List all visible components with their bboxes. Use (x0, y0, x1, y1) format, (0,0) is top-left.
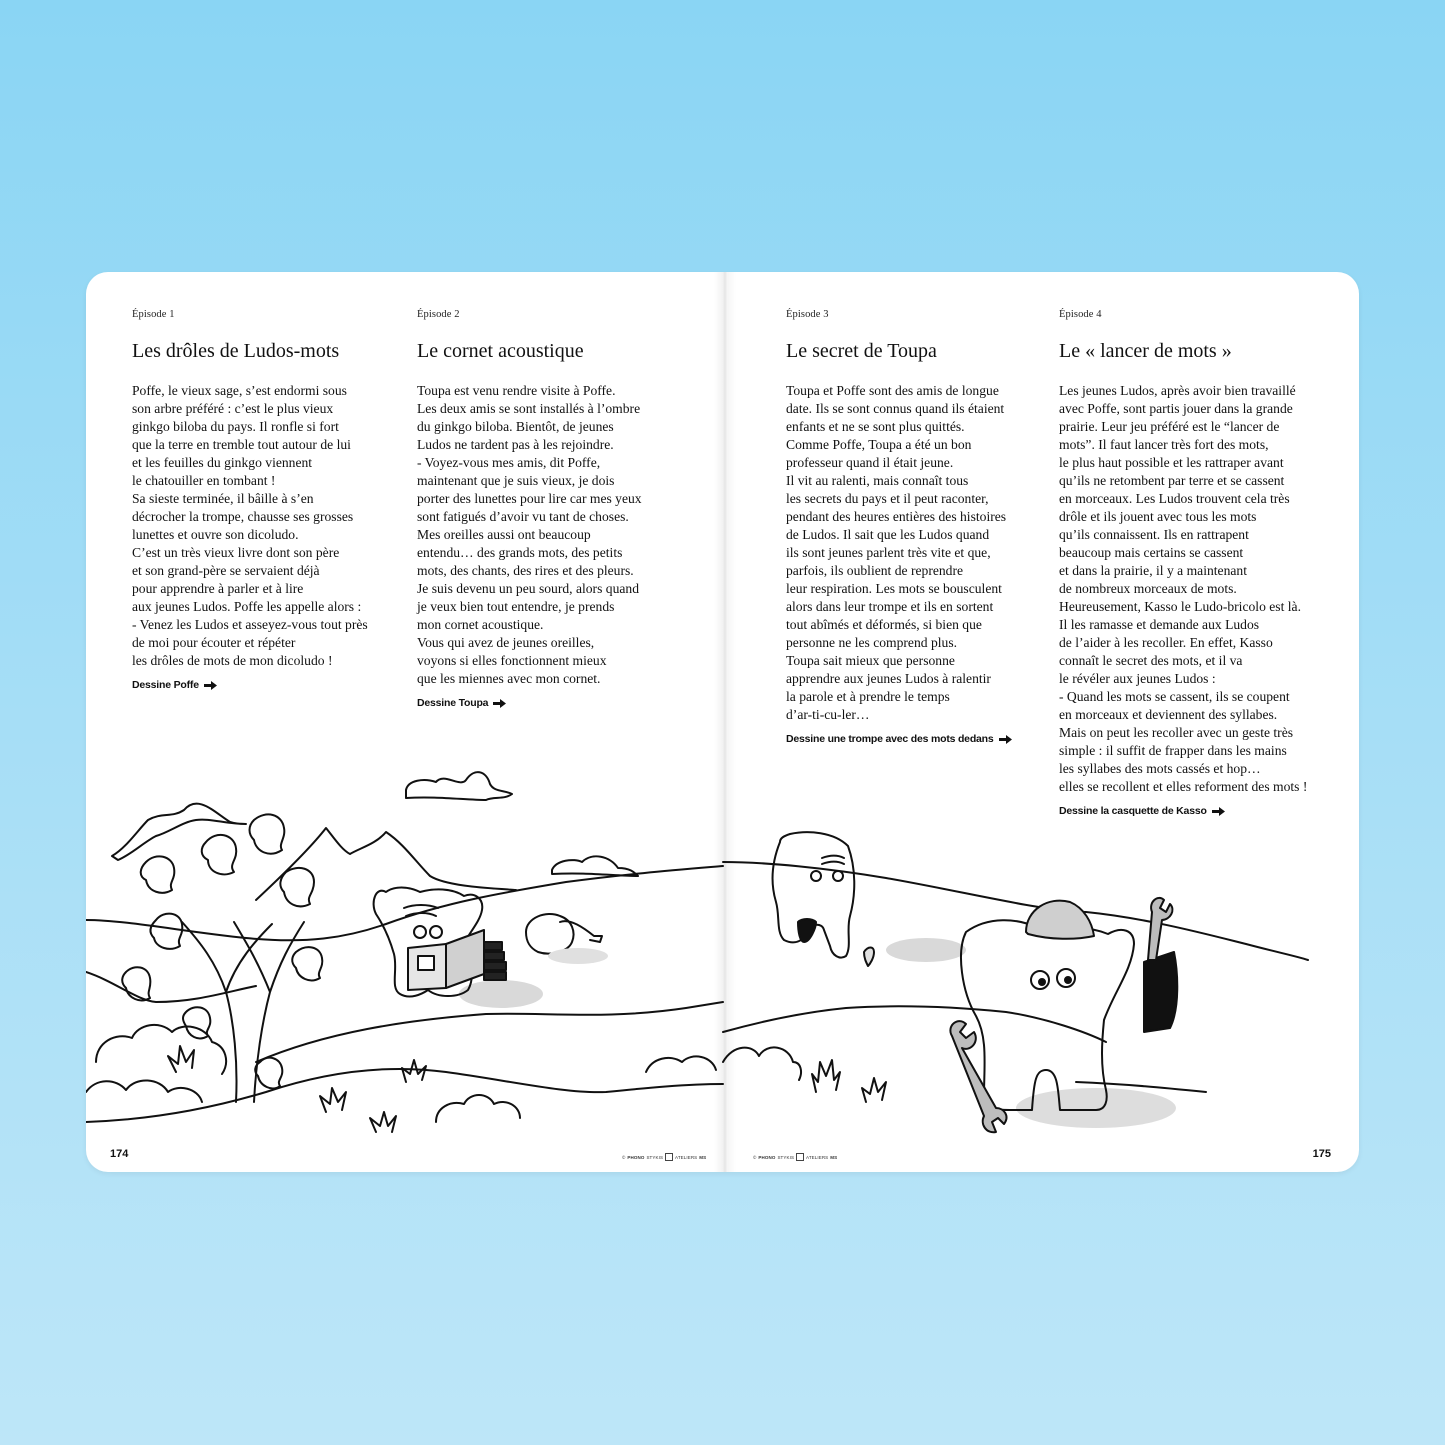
body-line: ils sont jeunes parlent très vite et que, (786, 545, 991, 560)
body-line: le plus haut possible et les rattraper avant (1059, 455, 1284, 470)
body-line: parfois, ils oublient de reprendre (786, 563, 964, 578)
arrow-right-icon (999, 735, 1012, 744)
body-line: Il vit au ralenti, mais connaît tous (786, 473, 969, 488)
body-line: elles se recollent et elles reforment des mots ! (1059, 779, 1308, 794)
body-line: pour apprendre à parler et à lire (132, 581, 304, 596)
episode-label: Épisode 4 (1059, 309, 1102, 320)
dessine-trompe-link[interactable] (786, 733, 1012, 745)
page-175 (723, 272, 1359, 1172)
copyright-symbol: © (622, 1154, 626, 1160)
episode-label: Épisode 2 (417, 309, 460, 320)
body-line: Heureusement, Kasso le Ludo-bricolo est là. (1059, 599, 1301, 614)
episode-label: Épisode 1 (132, 309, 175, 320)
dessine-poffe-link[interactable] (132, 679, 217, 691)
body-line: Toupa est venu rendre visite à Poffe. (417, 383, 616, 398)
body-line: que les miennes avec mon cornet. (417, 671, 601, 686)
body-line: leur respiration. Les mots se bousculent (786, 581, 1002, 596)
publisher-credit (622, 1153, 706, 1161)
episode-body (1059, 382, 1307, 796)
studio-suffix: MS (830, 1154, 838, 1160)
body-line: maintenant que je suis vieux, je dois (417, 473, 615, 488)
body-line: de l’aider à les recoller. En effet, Kasso (1059, 635, 1273, 650)
body-line: de Ludos. Il sait que les Ludos quand (786, 527, 990, 542)
page-number: 175 (1312, 1148, 1331, 1160)
body-line: personne ne les comprend plus. (786, 635, 958, 650)
body-line: d’ar-ti-cu-ler… (786, 707, 870, 722)
body-line: en morceaux. Les Ludos trouvent cela très (1059, 491, 1290, 506)
episode-2 (417, 308, 642, 711)
page-number: 174 (110, 1148, 129, 1160)
studio-name: ATELIERS (806, 1154, 829, 1160)
body-line: Mais on peut les recoller avec un geste très (1059, 725, 1294, 740)
body-line: mon cornet acoustique. (417, 617, 544, 632)
cta-label: Dessine la casquette de Kasso (1059, 805, 1207, 817)
body-line: du ginkgo biloba. Bientôt, de jeunes (417, 419, 614, 434)
body-line: je veux bien tout entendre, je prends (417, 599, 615, 614)
arrow-right-icon (493, 699, 506, 708)
copyright-symbol: © (753, 1154, 757, 1160)
cta-label: Dessine Poffe (132, 679, 199, 691)
body-line: aux jeunes Ludos. Poffe les appelle alors : (132, 599, 362, 614)
publisher-credit (753, 1153, 837, 1161)
body-line: Les jeunes Ludos, après avoir bien travaillé (1059, 383, 1296, 398)
body-line: connaît le secret des mots, et il va (1059, 653, 1243, 668)
body-line: - Quand les mots se cassent, ils se coupent (1059, 689, 1290, 704)
dessine-casquette-link[interactable] (1059, 805, 1225, 817)
body-line: Je suis devenu un peu sourd, alors quand (417, 581, 639, 596)
body-line: de nombreux morceaux de mots. (1059, 581, 1237, 596)
episode-body (132, 382, 368, 670)
body-line: mots, des chants, des rires et des pleurs. (417, 563, 634, 578)
body-line: de moi pour écouter et répéter (132, 635, 296, 650)
body-line: - Venez les Ludos et asseyez-vous tout près (132, 617, 368, 632)
body-line: les syllabes des mots cassés et hop… (1059, 761, 1261, 776)
arrow-right-icon (1212, 807, 1225, 816)
body-line: Il les ramasse et demande aux Ludos (1059, 617, 1260, 632)
body-line: la parole et à prendre le temps (786, 689, 950, 704)
episode-title: Le secret de Toupa (786, 340, 937, 362)
episode-title: Le cornet acoustique (417, 340, 584, 362)
body-line: tout abîmés et déformés, si bien que (786, 617, 982, 632)
body-line: qu’ils connaissent. Ils en rattrapent (1059, 527, 1249, 542)
body-line: Toupa sait mieux que personne (786, 653, 955, 668)
page-174 (86, 272, 723, 1172)
body-line: et dans la prairie, il y a maintenant (1059, 563, 1247, 578)
body-line: qu’ils ne retombent par terre et se cassent (1059, 473, 1285, 488)
body-line: Toupa et Poffe sont des amis de longue (786, 383, 999, 398)
body-line: mots”. Il faut lancer très fort des mots, (1059, 437, 1269, 452)
body-line: décrocher la trompe, chausse ses grosses (132, 509, 354, 524)
cta-label: Dessine Toupa (417, 697, 489, 709)
body-line: que la terre en tremble tout autour de lui (132, 437, 351, 452)
body-line: beaucoup mais certains se cassent (1059, 545, 1244, 560)
body-line: et son grand-père se servaient déjà (132, 563, 320, 578)
body-line: Les deux amis se sont installés à l’ombre (417, 401, 641, 416)
body-line: entendu… des grands mots, des petits (417, 545, 623, 560)
body-line: apprendre aux jeunes Ludos à ralentir (786, 671, 991, 686)
body-line: simple : il suffit de frapper dans les mains (1059, 743, 1287, 758)
episode-label: Épisode 3 (786, 309, 829, 320)
body-line: avec Poffe, sont partis jouer dans la grande (1059, 401, 1293, 416)
body-line: drôle et ils jouent avec tous les mots (1059, 509, 1257, 524)
body-line: les drôles de mots de mon dicoludo ! (132, 653, 333, 668)
body-line: Ludos ne tardent pas à les rejoindre. (417, 437, 614, 452)
body-line: enfants et ne se sont plus quittés. (786, 419, 965, 434)
body-line: voyons si elles fonctionnent mieux (417, 653, 607, 668)
arrow-right-icon (204, 681, 217, 690)
body-line: Vous qui avez de jeunes oreilles, (417, 635, 595, 650)
publisher-logo-icon (796, 1153, 804, 1161)
text-layer (86, 272, 1359, 1172)
body-line: Sa sieste terminée, il bâille à s’en (132, 491, 314, 506)
episode-3 (786, 308, 1012, 747)
body-line: pendant des heures entières des histoires (786, 509, 1007, 524)
body-line: Comme Poffe, Toupa a été un bon (786, 437, 972, 452)
episode-title: Le « lancer de mots » (1059, 340, 1232, 362)
brand-name: PHONO (758, 1154, 776, 1160)
body-line: Mes oreilles aussi ont beaucoup (417, 527, 591, 542)
body-line: Poffe, le vieux sage, s’est endormi sous (132, 383, 347, 398)
body-line: en morceaux et deviennent des syllabes. (1059, 707, 1278, 722)
body-line: - Voyez-vous mes amis, dit Poffe, (417, 455, 601, 470)
body-line: les secrets du pays et il peut raconter, (786, 491, 989, 506)
episode-4 (1059, 308, 1307, 819)
body-line: le chatouiller en tombant ! (132, 473, 276, 488)
open-book-spread (86, 272, 1359, 1172)
body-line: le révéler aux jeunes Ludos : (1059, 671, 1216, 686)
body-line: professeur quand il était jeune. (786, 455, 954, 470)
publisher-logo-icon (665, 1153, 673, 1161)
studio-name: ATELIERS (675, 1154, 698, 1160)
body-line: date. Ils se sont connus quand ils étaient (786, 401, 1005, 416)
brand-name: PHONO (627, 1154, 645, 1160)
body-line: son arbre préféré : c’est le plus vieux (132, 401, 334, 416)
body-line: alors dans leur trompe et ils en sortent (786, 599, 994, 614)
body-line: sont fatigués d’avoir vu tant de choses. (417, 509, 629, 524)
body-line: porter des lunettes pour lire car mes yeux (417, 491, 642, 506)
studio-suffix: MS (699, 1154, 707, 1160)
episode-title: Les drôles de Ludos-mots (132, 340, 340, 362)
body-line: prairie. Leur jeu préféré est le “lancer de (1059, 419, 1280, 434)
body-line: ginkgo biloba du pays. Il ronfle si fort (132, 419, 339, 434)
episode-body (417, 382, 642, 688)
dessine-toupa-link[interactable] (417, 697, 506, 709)
body-line: C’est un très vieux livre dont son père (132, 545, 340, 560)
brand-suffix: STYKIS (777, 1154, 795, 1160)
episode-1 (132, 308, 368, 693)
cta-label: Dessine une trompe avec des mots dedans (786, 733, 994, 745)
brand-suffix: STYKIS (646, 1154, 664, 1160)
body-line: et les feuilles du ginkgo viennent (132, 455, 313, 470)
episode-body (786, 382, 1012, 724)
body-line: lunettes et ouvre son dicoludo. (132, 527, 299, 542)
